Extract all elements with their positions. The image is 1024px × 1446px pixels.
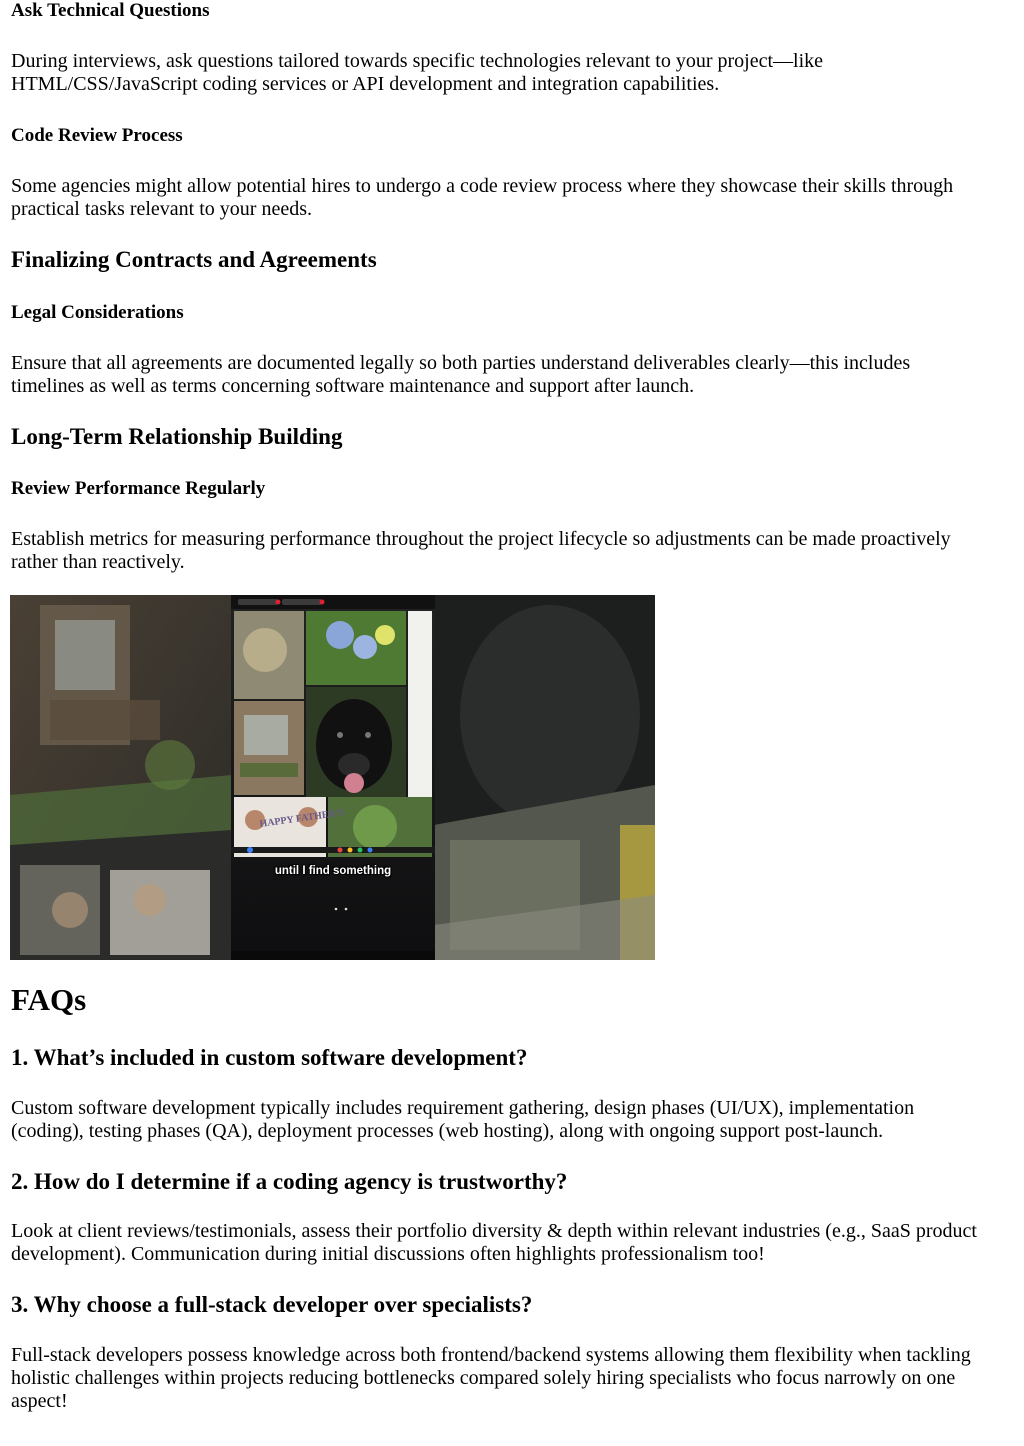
faq-question-1: 1. What’s included in custom software development?: [11, 1045, 528, 1070]
paragraph-line: (coding), testing phases (QA), deployment processes (web hosting), along with ongoing support post-launch.: [11, 1120, 884, 1142]
video-frame-illustration: [10, 595, 655, 960]
heading-faqs: FAQs: [11, 982, 87, 1017]
faq-question-3: 3. Why choose a full-stack developer over specialists?: [11, 1292, 533, 1317]
paragraph-line: Ensure that all agreements are documented legally so both parties understand deliverables clearly—this includes: [11, 352, 911, 374]
paragraph-line: Custom software development typically includes requirement gathering, design phases (UI/UX), implementation: [11, 1097, 915, 1119]
paragraph-line: Some agencies might allow potential hires to undergo a code review process where they showcase their skills through: [11, 175, 954, 197]
paragraph-line: rather than reactively.: [11, 551, 185, 573]
paragraph-legal: [11, 352, 1016, 398]
paragraph-line: holistic challenges within projects reducing bottlenecks compared solely hiring specialists who focus narrowly on one: [11, 1367, 956, 1389]
paragraph-line: timelines as well as terms concerning software maintenance and support after launch.: [11, 375, 695, 397]
faq-answer-2: [11, 1220, 1016, 1266]
paragraph-code-review: [11, 175, 1016, 221]
faq-answer-1: [11, 1097, 1016, 1143]
card-lettering: HAPPY FATHER'S: [258, 807, 345, 830]
faq-question-2: 2. How do I determine if a coding agency is trustworthy?: [11, 1169, 568, 1194]
paragraph-ask-technical: [11, 50, 1016, 96]
video-caption: until I find something: [274, 865, 392, 877]
paragraph-review-performance: [11, 528, 1016, 574]
paragraph-line: Full-stack developers possess knowledge across both frontend/backend systems allowing them flexibility when tackling: [11, 1344, 971, 1366]
paragraph-line: development). Communication during initial discussions often highlights professionalism too!: [11, 1243, 765, 1265]
paragraph-line: Look at client reviews/testimonials, assess their portfolio diversity & depth within relevant industries (e.g., SaaS product: [11, 1220, 977, 1242]
paragraph-line: HTML/CSS/JavaScript coding services or API development and integration capabilities.: [11, 73, 720, 95]
heading-finalizing-contracts: Finalizing Contracts and Agreements: [11, 247, 377, 272]
heading-long-term-relationship: Long-Term Relationship Building: [11, 424, 343, 449]
paragraph-line: Establish metrics for measuring performance throughout the project lifecycle so adjustments can be made proactively: [11, 528, 951, 550]
paragraph-line: During interviews, ask questions tailored towards specific technologies relevant to your project—like: [11, 50, 824, 72]
heading-legal-considerations: Legal Considerations: [11, 302, 184, 323]
article-video-thumbnail[interactable]: [10, 595, 655, 960]
heading-ask-technical-questions: Ask Technical Questions: [11, 0, 210, 21]
faq-answer-3: [11, 1344, 1016, 1413]
heading-review-performance: Review Performance Regularly: [11, 478, 266, 499]
paragraph-line: aspect!: [11, 1390, 68, 1412]
heading-code-review-process: Code Review Process: [11, 125, 183, 146]
paragraph-line: practical tasks relevant to your needs.: [11, 198, 312, 220]
